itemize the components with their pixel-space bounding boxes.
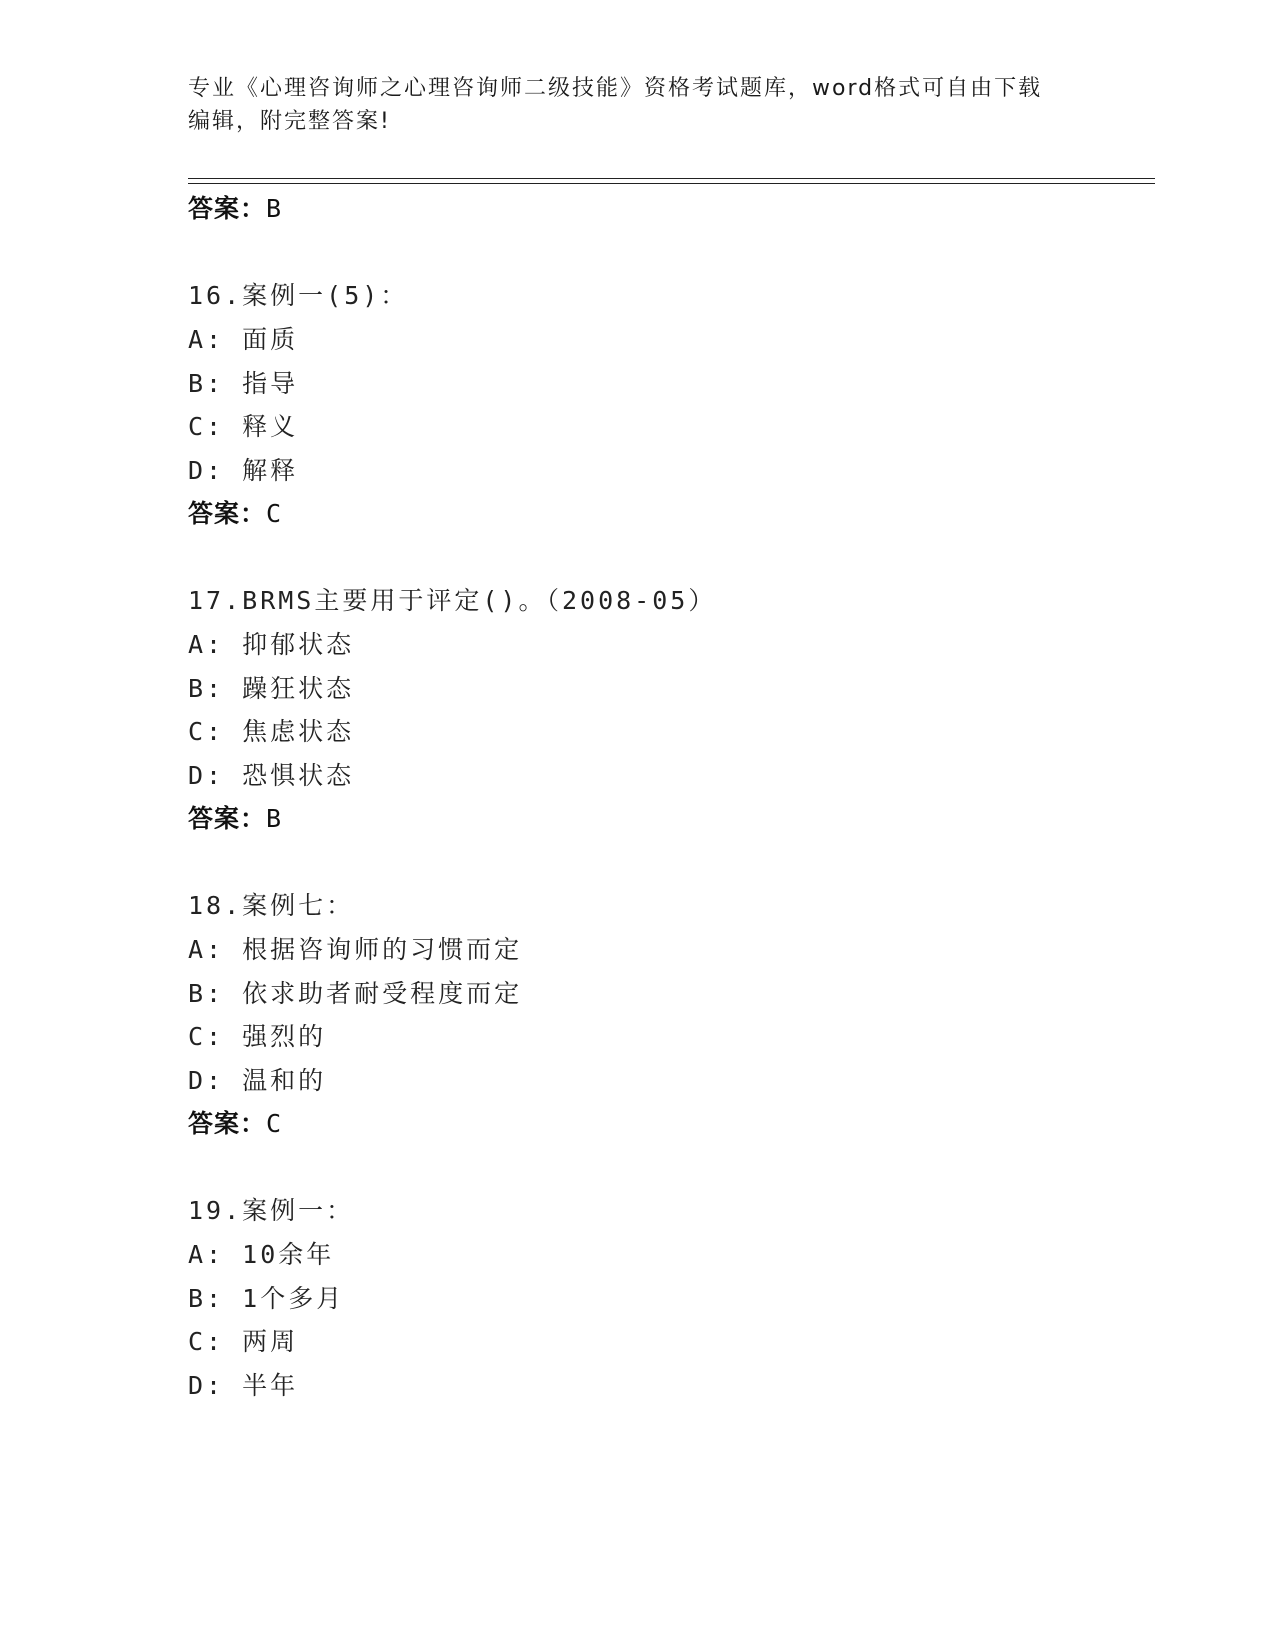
question-18-answer [188, 1108, 282, 1140]
question-19-option-d: D: 半年 [188, 1371, 299, 1400]
header-divider-bottom [188, 183, 1155, 184]
question-19-stem: 19.案例一： [188, 1196, 355, 1225]
question-18-option-b: B: 依求助者耐受程度而定 [188, 979, 523, 1008]
question-19-option-a: A: 10余年 [188, 1240, 335, 1269]
question-17-option-a: A: 抑郁状态 [188, 630, 355, 659]
answer-line-15 [188, 193, 282, 225]
answer-label: 答案： [188, 804, 267, 833]
question-17-stem: 17.BRMS主要用于评定()。（2008-05） [188, 586, 717, 615]
header-line-1: 专业《心理咨询师之心理咨询师二级技能》资格考试题库，word格式可自由下载 [188, 76, 1043, 101]
question-18-stem: 18.案例七： [188, 891, 355, 920]
question-16-answer [188, 498, 282, 530]
question-18-option-d: D: 温和的 [188, 1066, 327, 1095]
answer-label: 答案： [188, 499, 267, 528]
question-16-option-a: A: 面质 [188, 325, 299, 354]
header-divider-top [188, 178, 1155, 179]
question-17-answer [188, 803, 282, 835]
question-19-option-c: C: 两周 [188, 1327, 299, 1356]
question-16-option-d: D: 解释 [188, 456, 299, 485]
question-18-option-a: A: 根据咨询师的习惯而定 [188, 935, 523, 964]
question-19-option-b: B: 1个多月 [188, 1284, 345, 1313]
question-17-option-d: D: 恐惧状态 [188, 761, 355, 790]
question-18-option-c: C: 强烈的 [188, 1022, 327, 1051]
answer-value: B [266, 804, 283, 833]
answer-label: 答案： [188, 194, 267, 223]
answer-label: 答案： [188, 1109, 267, 1138]
question-17-option-c: C: 焦虑状态 [188, 717, 355, 746]
question-16-option-b: B: 指导 [188, 369, 299, 398]
document-header [188, 72, 1068, 138]
question-16-option-c: C: 释义 [188, 412, 299, 441]
answer-value: C [266, 499, 283, 528]
header-line-2: 编辑，附完整答案! [188, 109, 391, 134]
answer-value: C [266, 1109, 283, 1138]
question-16-stem: 16.案例一(5)： [188, 281, 409, 310]
answer-value: B [266, 194, 283, 223]
question-17-option-b: B: 躁狂状态 [188, 674, 355, 703]
